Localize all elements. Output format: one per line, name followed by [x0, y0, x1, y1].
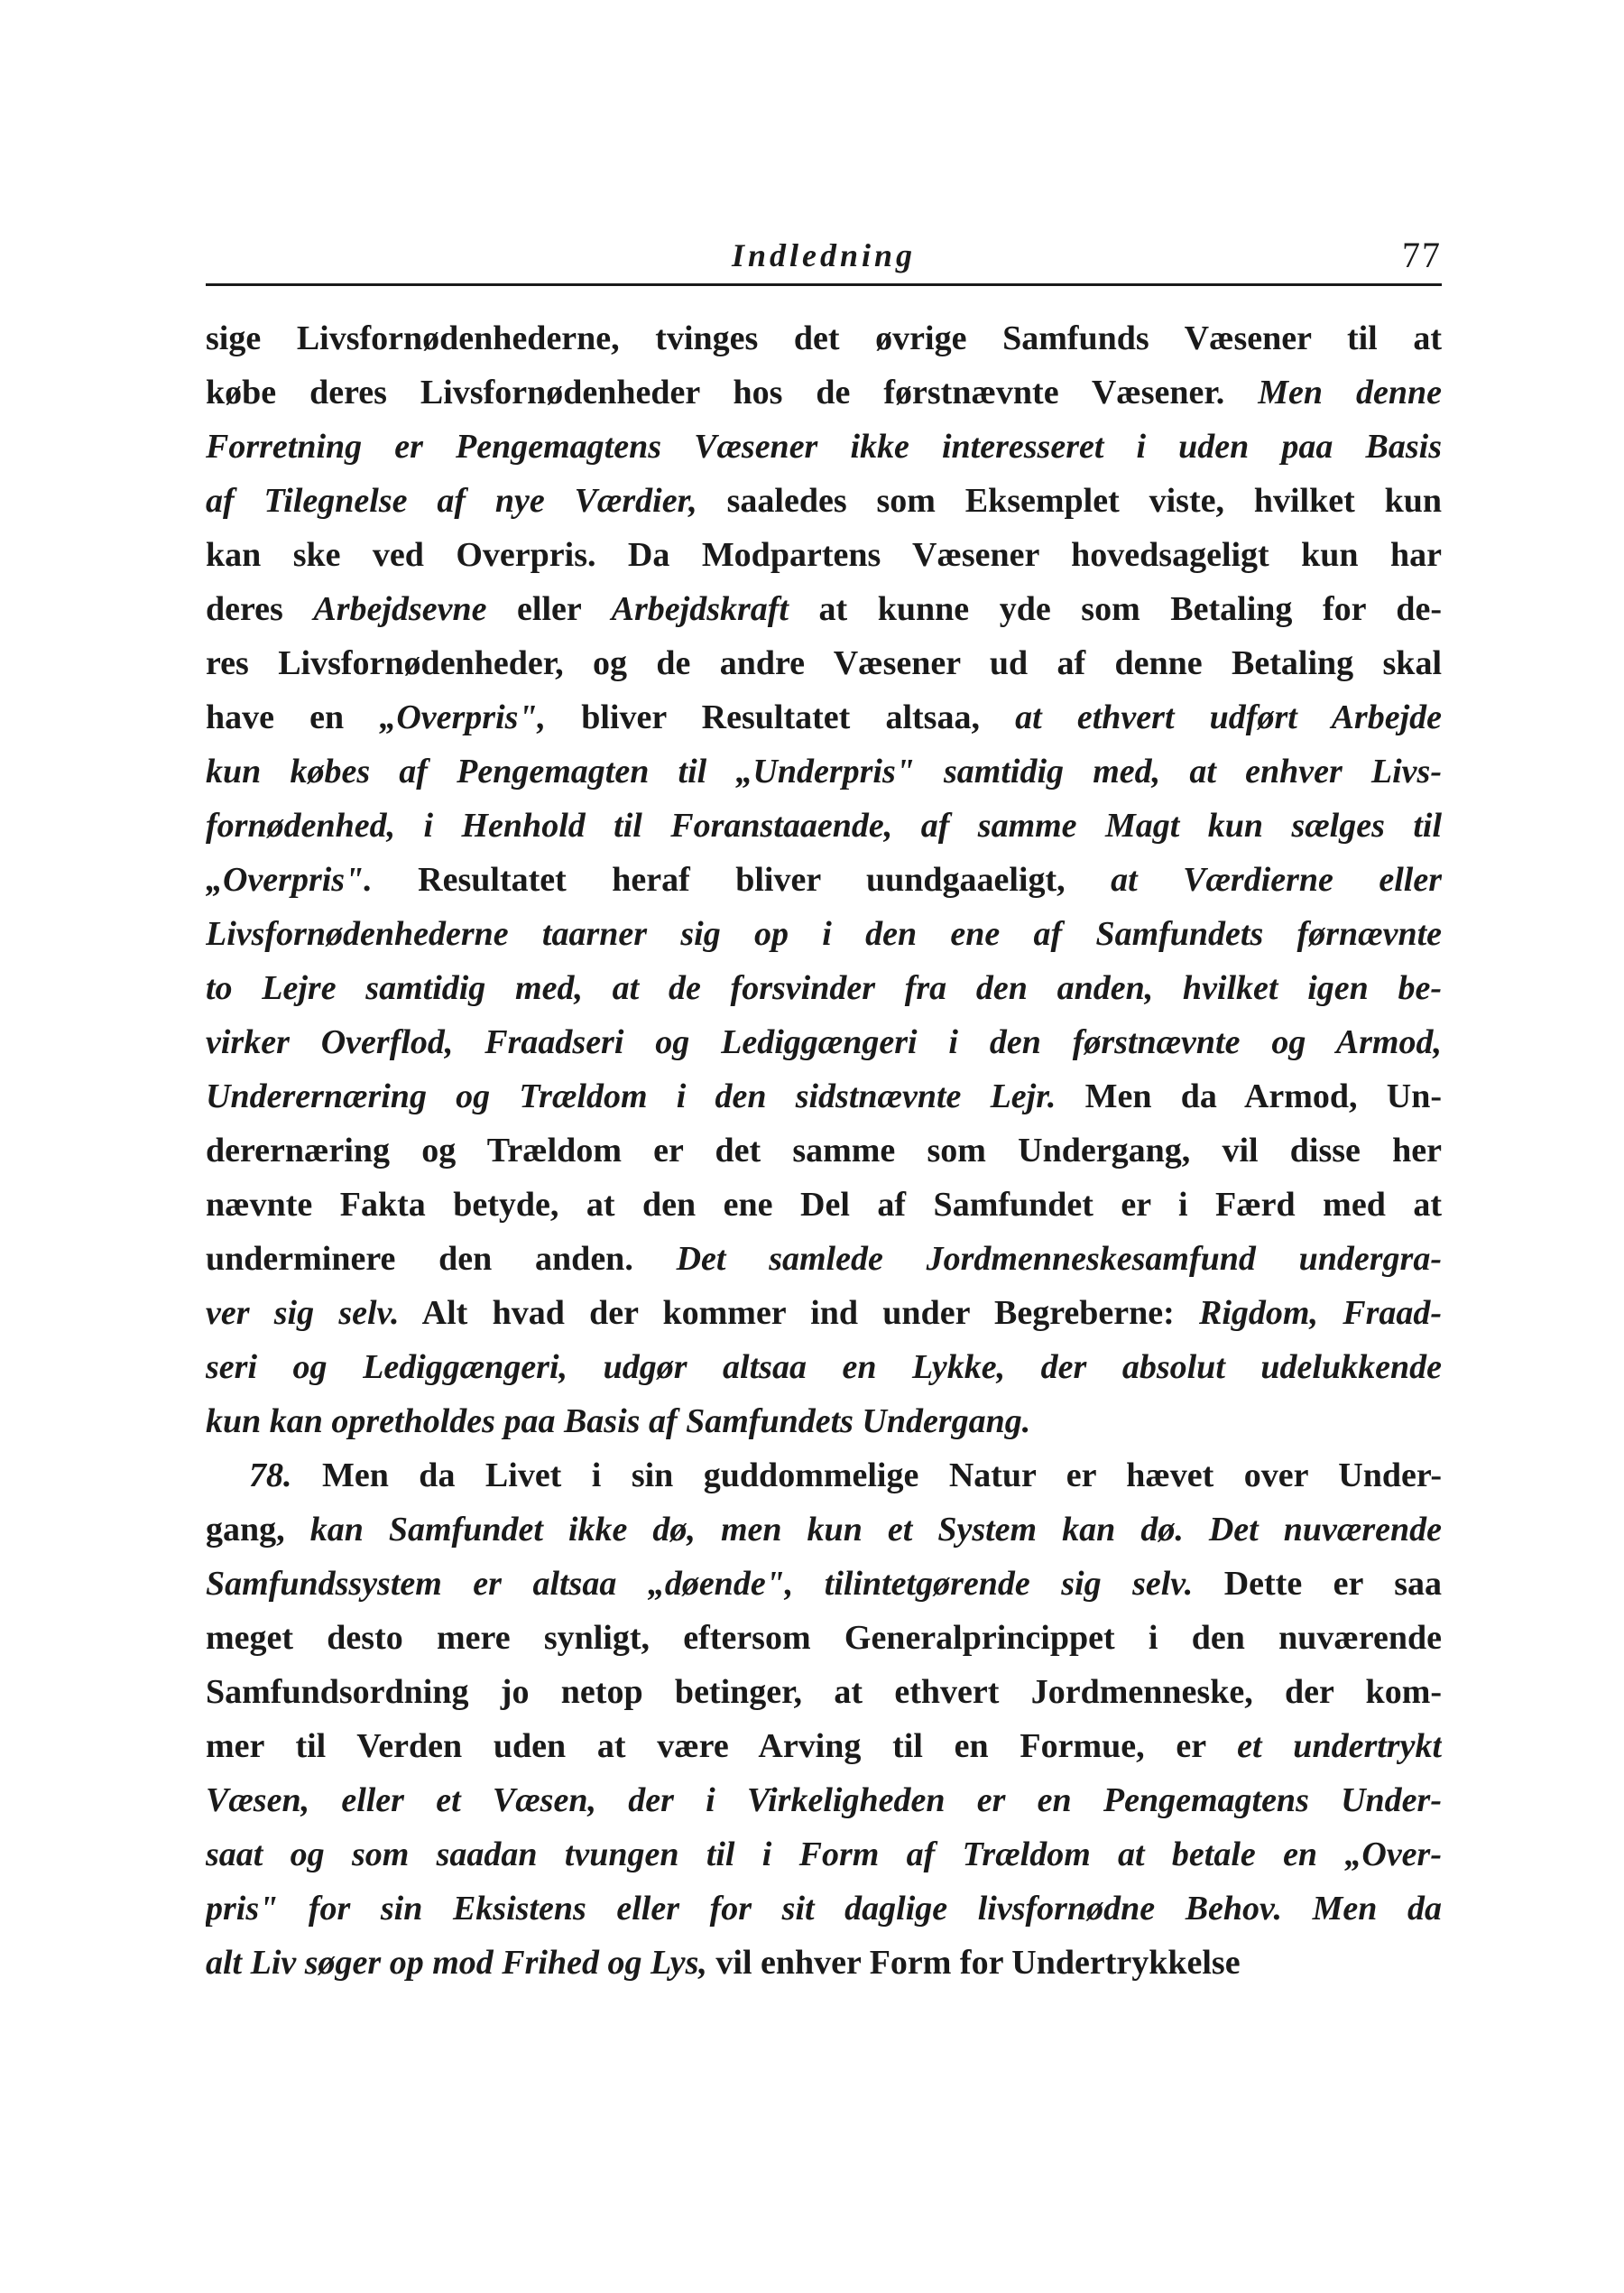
plain-text: res Livsfornødenheder, og de andre Væsener ud af denne Betaling skal	[206, 644, 1442, 682]
plain-text: kan ske ved Overpris. Da Modpartens Væsener hovedsageligt kun har	[206, 536, 1442, 574]
emphasis-text: et undertrykt	[1237, 1727, 1442, 1765]
text-line	[206, 853, 1442, 907]
text-line	[206, 907, 1442, 961]
text-line	[206, 582, 1442, 636]
text-line	[206, 1448, 1442, 1502]
body-text	[206, 311, 1442, 1990]
plain-text: Samfundsordning jo netop betinger, at ethvert Jordmenneske, der kom-	[206, 1673, 1442, 1711]
text-line	[206, 1394, 1442, 1448]
emphasis-text: Forretning er Pengemagtens Væsener ikke interesseret i uden paa Basis	[206, 428, 1442, 466]
plain-text: gang,	[206, 1511, 310, 1549]
emphasis-text: at ethvert udført Arbejde	[1015, 698, 1442, 736]
plain-text: Alt hvad der kommer ind under Begreberne:	[399, 1294, 1200, 1332]
page-number: 77	[1402, 235, 1442, 275]
plain-text: bliver Resultatet altsaa,	[546, 698, 1016, 736]
emphasis-text: virker Overflod, Fraadseri og Lediggængeri i den førstnævnte og Armod,	[206, 1023, 1442, 1061]
emphasis-text: to Lejre samtidig med, at de forsvinder fra den anden, hvilket igen be-	[206, 969, 1442, 1007]
text-line	[206, 1340, 1442, 1394]
plain-text: Men da Livet i sin guddommelige Natur er hævet over Under-	[291, 1456, 1442, 1494]
text-line	[206, 961, 1442, 1015]
text-line	[206, 1882, 1442, 1936]
emphasis-text: af Tilegnelse af nye Værdier,	[206, 482, 697, 520]
text-line	[206, 799, 1442, 853]
text-line	[206, 365, 1442, 420]
emphasis-text: kun købes af Pengemagten til „Underpris" samtidig med, at enhver Livs-	[206, 753, 1442, 791]
plain-text: underminere den anden.	[206, 1240, 677, 1278]
text-line	[206, 528, 1442, 582]
running-header	[206, 226, 1442, 286]
emphasis-text: ver sig selv.	[206, 1294, 400, 1332]
emphasis-text: at Værdierne eller	[1111, 861, 1442, 899]
emphasis-text: kan Samfundet ikke dø, men kun et System kan dø. Det nuværende	[309, 1511, 1442, 1549]
emphasis-text: kun kan opretholdes paa Basis af Samfundets Undergang.	[206, 1402, 1031, 1440]
text-line	[206, 420, 1442, 474]
emphasis-text: Rigdom, Fraad-	[1199, 1294, 1442, 1332]
plain-text: købe deres Livsfornødenheder hos de førstnævnte Væsener.	[206, 374, 1259, 411]
emphasis-text: pris" for sin Eksistens eller for sit daglige livsfornødne Behov. Men da	[206, 1890, 1442, 1928]
emphasis-text: Det samlede Jordmenneskesamfund undergra-	[676, 1240, 1442, 1278]
text-line	[206, 1178, 1442, 1232]
text-line	[206, 636, 1442, 690]
text-line	[206, 1015, 1442, 1069]
emphasis-text: „Overpris",	[379, 698, 547, 736]
text-line	[206, 1773, 1442, 1827]
plain-text: Resultatet heraf bliver uundgaaeligt,	[372, 861, 1112, 899]
plain-text: at kunne yde som Betaling for de-	[789, 590, 1442, 628]
plain-text: derernæring og Trældom er det samme som Undergang, vil disse her	[206, 1132, 1442, 1170]
plain-text: Dette er saa	[1193, 1565, 1442, 1603]
text-line	[206, 1665, 1442, 1719]
emphasis-text: alt Liv søger op mod Frihed og Lys,	[206, 1944, 707, 1982]
emphasis-text: fornødenhed, i Henhold til Foranstaaende, af samme Magt kun sælges til	[206, 807, 1442, 845]
plain-text: vil enhver Form for Undertrykkelse	[706, 1944, 1241, 1982]
text-line	[206, 744, 1442, 799]
text-line	[206, 1827, 1442, 1882]
plain-text: Men da Armod, Un-	[1056, 1077, 1442, 1115]
text-line	[206, 1502, 1442, 1557]
text-line	[206, 1557, 1442, 1611]
plain-text: have en	[206, 698, 380, 736]
emphasis-text: Samfundssystem er altsaa „døende", tilintetgørende sig selv.	[206, 1565, 1194, 1603]
text-line	[206, 474, 1442, 528]
text-line	[206, 1069, 1442, 1123]
plain-text: deres	[206, 590, 314, 628]
emphasis-text: 78.	[249, 1456, 292, 1494]
plain-text: nævnte Fakta betyde, at den ene Del af Samfundet er i Færd med at	[206, 1186, 1442, 1224]
plain-text: saaledes som Eksemplet viste, hvilket kun	[697, 482, 1442, 520]
text-line	[206, 1286, 1442, 1340]
emphasis-text: „Overpris".	[206, 861, 373, 899]
plain-text: meget desto mere synligt, eftersom Generalprincippet i den nuværende	[206, 1619, 1442, 1657]
emphasis-text: Livsfornødenhederne taarner sig op i den ene af Samfundets førnævnte	[206, 915, 1442, 953]
emphasis-text: Arbejdskraft	[611, 590, 789, 628]
text-line	[206, 1611, 1442, 1665]
text-line	[206, 1936, 1442, 1990]
text-line	[206, 1232, 1442, 1286]
emphasis-text: Arbejdsevne	[313, 590, 487, 628]
emphasis-text: Væsen, eller et Væsen, der i Virkeligheden er en Pengemagtens Under-	[206, 1781, 1442, 1819]
plain-text: sige Livsfornødenhederne, tvinges det øvrige Samfunds Væsener til at	[206, 319, 1442, 357]
plain-text: eller	[486, 590, 612, 628]
text-line	[206, 1719, 1442, 1773]
emphasis-text: seri og Lediggængeri, udgør altsaa en Lykke, der absolut udelukkende	[206, 1348, 1442, 1386]
chapter-title: Indledning	[731, 237, 917, 273]
text-line	[206, 690, 1442, 744]
text-line	[206, 1123, 1442, 1178]
text-line	[206, 311, 1442, 365]
plain-text: mer til Verden uden at være Arving til en Formue, er	[206, 1727, 1238, 1765]
emphasis-text: Men denne	[1258, 374, 1442, 411]
emphasis-text: Underernæring og Trældom i den sidstnævnte Lejr.	[206, 1077, 1057, 1115]
emphasis-text: saat og som saadan tvungen til i Form af Trældom at betale en „Over-	[206, 1835, 1442, 1873]
